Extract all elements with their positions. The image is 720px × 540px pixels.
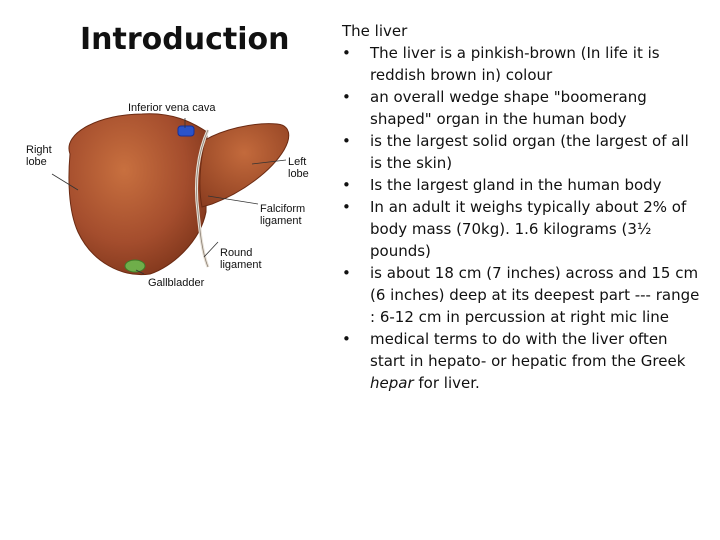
greek-term: hepar xyxy=(370,374,414,392)
bullet-dot: • xyxy=(342,330,351,348)
slide-title: Introduction xyxy=(80,22,290,57)
gallbladder-shape xyxy=(125,260,145,272)
list-item: • an overall wedge shape "boomerang shaped" organ in the human body xyxy=(342,88,647,128)
liver-illustration xyxy=(22,92,322,302)
list-item: • is about 18 cm (7 inches) across and 15 cm (6 inches) deep at its deepest part --- range : 6-12 cm in percussion at right mic line xyxy=(342,264,700,326)
bullet-dot: • xyxy=(342,132,351,150)
label-inferior-vena-cava: Inferior vena cava xyxy=(128,102,216,114)
bullet-dot: • xyxy=(342,198,351,216)
bullet-dot: • xyxy=(342,88,351,106)
bullet-dot: • xyxy=(342,44,351,62)
label-right-lobe: Right lobe xyxy=(26,144,52,168)
ivc-shape xyxy=(178,126,194,136)
label-gallbladder: Gallbladder xyxy=(148,277,205,289)
bullet-list xyxy=(342,42,702,394)
right-lobe-shape xyxy=(69,114,207,275)
bullet-dot: • xyxy=(342,176,351,194)
list-item: • In an adult it weighs typically about 2% of body mass (70kg). 1.6 kilograms (3½ pounds) xyxy=(342,198,687,260)
content-heading: The liver xyxy=(342,22,408,40)
list-item: • medical terms to do with the liver often start in hepato- or hepatic from the Greek hepar for liver. xyxy=(342,330,686,392)
list-item: • Is the largest gland in the human body xyxy=(342,176,662,194)
bullet-dot: • xyxy=(342,264,351,282)
liver-diagram xyxy=(22,92,322,302)
label-falciform-ligament: Falciform ligament xyxy=(260,203,306,227)
label-round-ligament: Round ligament xyxy=(220,247,262,271)
left-lobe-shape xyxy=(200,124,289,207)
content-text xyxy=(342,20,702,394)
label-left-lobe: Left lobe xyxy=(288,156,309,180)
list-item: • The liver is a pinkish-brown (In life it is reddish brown in) colour xyxy=(342,44,660,84)
list-item: • is the largest solid organ (the largest of all is the skin) xyxy=(342,132,689,172)
